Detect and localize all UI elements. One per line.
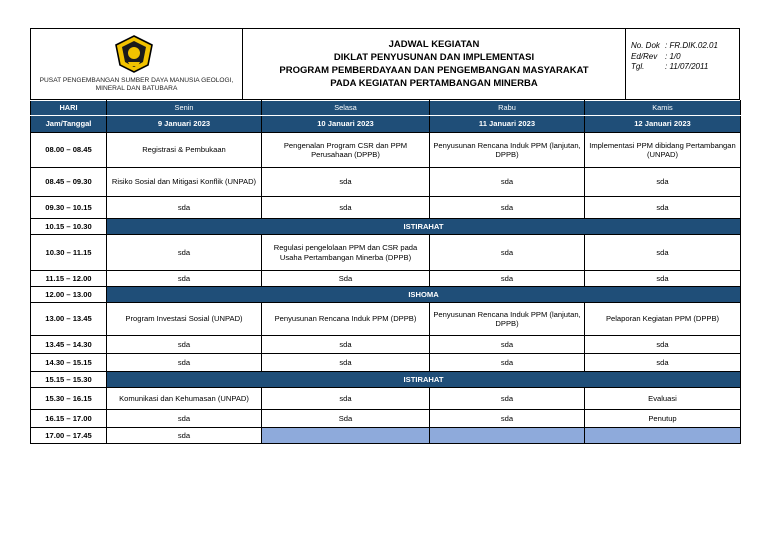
session-cell: Pengenalan Program CSR dan PPM Perusahaan (DPPB) [262,133,430,168]
doc-no-value: : FR.DIK.02.01 [665,41,718,50]
day-name: Selasa [262,101,430,116]
date-column-label: Jam/Tanggal [31,116,107,133]
table-row [31,388,741,410]
time-cell: 12.00 – 13.00 [31,287,107,303]
session-cell: sda [430,410,585,428]
session-cell: sda [262,336,430,354]
session-cell: Penyusunan Rencana Induk PPM (DPPB) [262,303,430,336]
time-cell: 13.45 – 14.30 [31,336,107,354]
session-cell: sda [107,336,262,354]
header-logo-cell [31,29,243,99]
date-value: : 11/07/2011 [665,62,709,71]
break-row [31,287,741,303]
table-row [31,197,741,219]
session-cell: Registrasi & Pembukaan [107,133,262,168]
session-cell: sda [107,197,262,219]
session-cell: Pelaporan Kegiatan PPM (DPPB) [585,303,741,336]
document-info [626,29,739,99]
session-cell: sda [585,354,741,372]
date-cell: 12 Januari 2023 [585,116,741,133]
session-cell: sda [585,235,741,271]
session-cell: sda [430,235,585,271]
session-cell: sda [430,197,585,219]
doc-no-label: No. Dok [631,41,660,50]
table-row [31,336,741,354]
session-cell: Sda [262,271,430,287]
time-cell: 09.30 – 10.15 [31,197,107,219]
header-label: HARI [31,101,107,116]
session-cell: Risiko Sosial dan Mitigasi Konflik (UNPAD) [107,168,262,197]
empty-cell [262,428,430,444]
date-label: Tgl. [631,62,645,71]
session-cell: sda [585,271,741,287]
table-row [31,271,741,287]
time-cell: 14.30 – 15.15 [31,354,107,372]
session-cell: sda [430,168,585,197]
session-cell: Penutup [585,410,741,428]
date-cell: 9 Januari 2023 [107,116,262,133]
date-cell: 11 Januari 2023 [430,116,585,133]
session-cell: Regulasi pengelolaan PPM dan CSR pada Usaha Pertambangan Minerba (DPPB) [262,235,430,271]
time-cell: 08.00 – 08.45 [31,133,107,168]
session-cell: Penyusunan Rencana Induk PPM (lanjutan, DPPB) [430,133,585,168]
organization-name: PUSAT PENGEMBANGAN SUMBER DAYA MANUSIA GEOLOGI, MINERAL DAN BATUBARA [39,77,234,92]
day-name: Rabu [430,101,585,116]
edrev-label: Ed/Rev [631,51,658,61]
session-cell: sda [585,197,741,219]
session-cell: sda [262,388,430,410]
session-cell: sda [585,168,741,197]
document-title [243,29,626,99]
session-cell: sda [107,428,262,444]
session-cell: sda [585,336,741,354]
time-cell: 08.45 – 09.30 [31,168,107,197]
session-cell: sda [262,168,430,197]
break-label: ISHOMA [107,287,741,303]
time-cell: 13.00 – 13.45 [31,303,107,336]
session-cell: Komunikasi dan Kehumasan (UNPAD) [107,388,262,410]
title-line: JADWAL KEGIATAN [388,39,480,50]
session-cell: sda [430,271,585,287]
break-row [31,372,741,388]
empty-cell [430,428,585,444]
session-cell: Implementasi PPM dibidang Pertambangan (UNPAD) [585,133,741,168]
empty-cell [585,428,741,444]
time-cell: 17.00 – 17.45 [31,428,107,444]
schedule-table [30,100,741,444]
document-header [30,28,740,100]
session-cell: Penyusunan Rencana Induk PPM (lanjutan, DPPB) [430,303,585,336]
time-cell: 15.30 – 16.15 [31,388,107,410]
break-label: ISTIRAHAT [107,372,741,388]
session-cell: sda [107,271,262,287]
ministry-logo-icon [113,35,155,73]
session-cell: Evaluasi [585,388,741,410]
session-cell: Program Investasi Sosial (UNPAD) [107,303,262,336]
title-line: PADA KEGIATAN PERTAMBANGAN MINERBA [330,78,538,89]
date-cell: 10 Januari 2023 [262,116,430,133]
session-cell: sda [262,354,430,372]
table-row [31,428,741,444]
table-row [31,235,741,271]
time-cell: 11.15 – 12.00 [31,271,107,287]
table-row [31,410,741,428]
session-cell: sda [430,336,585,354]
table-row [31,168,741,197]
title-line: PROGRAM PEMBERDAYAAN DAN PENGEMBANGAN MASYARAKAT [279,65,589,76]
time-cell: 10.15 – 10.30 [31,219,107,235]
session-cell: sda [107,354,262,372]
day-header-row [31,101,741,116]
table-row [31,354,741,372]
table-row [31,133,741,168]
break-row [31,219,741,235]
session-cell: sda [430,354,585,372]
date-header-row [31,116,741,133]
session-cell: sda [262,197,430,219]
table-row [31,303,741,336]
day-name: Kamis [585,101,741,116]
break-label: ISTIRAHAT [107,219,741,235]
session-cell: sda [430,388,585,410]
session-cell: sda [107,410,262,428]
session-cell: Sda [262,410,430,428]
day-name: Senin [107,101,262,116]
edrev-value: : 1/0 [665,51,681,61]
session-cell: sda [107,235,262,271]
time-cell: 16.15 – 17.00 [31,410,107,428]
title-line: DIKLAT PENYUSUNAN DAN IMPLEMENTASI [333,52,535,63]
time-cell: 15.15 – 15.30 [31,372,107,388]
time-cell: 10.30 – 11.15 [31,235,107,271]
